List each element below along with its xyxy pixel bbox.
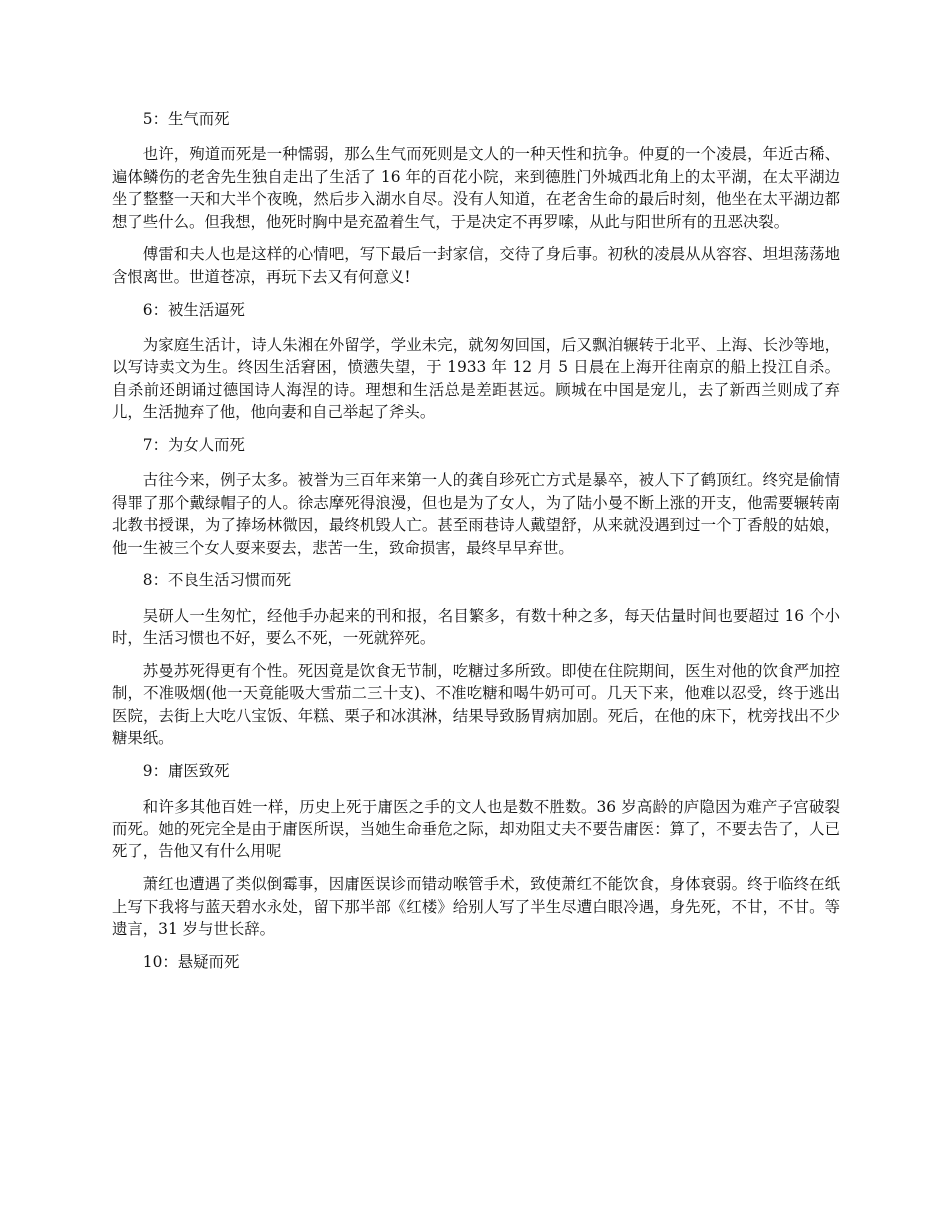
- section-heading-7: 7：为女人而死: [142, 436, 245, 455]
- paragraph-laoshe: 也许，殉道而死是一种懦弱，那么生气而死则是文人的一种天性和抗争。仲夏的一个凌晨，年近古稀、遍体鳞伤的老舍先生独自走出了生活了 16 年的百花小院，来到德胜门外城西北角上的太平湖，在太平湖边坐了整整一天和大半个夜晚，然后步入湖水自尽。没有人知道，在老舍生命的最后时刻，他坐在太平湖边都想了些什么。但我想，他死时胸中是充盈着生气，于是决定不再罗嗦，从此与阳世所有的丑恶决裂。: [112, 145, 840, 231]
- paragraph-xiaohong: 萧红也遭遇了类似倒霉事，因庸医误诊而错动喉管手术，致使萧红不能饮食，身体衰弱。终于临终在纸上写下我将与蓝天碧水永处，留下那半部《红楼》给别人写了半生尽遭白眼冷遇，身先死，不甘，不甘。等遗言，31 岁与世长辞。: [112, 875, 840, 938]
- section-heading-5: 5：生气而死: [142, 110, 230, 128]
- section-heading-9: 9：庸医致死: [142, 762, 230, 781]
- paragraph-gongzizhen: 古往今来，例子太多。被誉为三百年来第一人的龚自珍死亡方式是暴卒，被人下了鹤顶红。终究是偷情得罪了那个戴绿帽子的人。徐志摩死得浪漫，但也是为了女人，为了陆小曼不断上涨的开支，他需要辗转南北教书授课，为了捧场林微因，最终机毁人亡。甚至雨巷诗人戴望舒，从来就没遇到过一个丁香般的姑娘，他一生被三个女人耍来耍去，悲苦一生，致命损害，最终早早弃世。: [112, 471, 840, 557]
- paragraph-luyin: 和许多其他百姓一样，历史上死于庸医之手的文人也是数不胜数。36 岁高龄的庐隐因为难产子宫破裂而死。她的死完全是由于庸医所误，当她生命垂危之际，却劝阻丈夫不要告庸医：算了，不要去告了，人已死了，告他又有什么用呢: [112, 797, 840, 861]
- paragraph-wuyanren: 吴研人一生匆忙，经他手办起来的刊和报，名目繁多，有数十种之多，每天估量时间也要超过 16 个小时，生活习惯也不好，要么不死，一死就猝死。: [112, 606, 840, 648]
- section-heading-8: 8：不良生活习惯而死: [142, 571, 292, 590]
- paragraph-fulei: 傅雷和夫人也是这样的心情吧，写下最后一封家信，交待了身后事。初秋的凌晨从从容容、坦坦荡荡地含恨离世。世道苍凉，再玩下去又有何意义!: [112, 245, 840, 286]
- paragraph-zhuxiang: 为家庭生活计，诗人朱湘在外留学，学业未完，就匆匆回国，后又飘泊辗转于北平、上海、长沙等地，以写诗卖文为生。终因生活窘困，愤懑失望，于 1933 年 12 月 5 日晨在上海开往南京的船上投江自杀。自杀前还朗诵过德国诗人海涅的诗。理想和生活总是差距甚远。顾城在中国是宠儿，去了新西兰则成了弃儿，生活抛弃了他，他向妻和自己举起了斧头。: [112, 336, 840, 422]
- document-body: [112, 108, 840, 986]
- section-heading-10: 10：悬疑而死: [142, 952, 240, 971]
- section-heading-6: 6：被生活逼死: [142, 300, 245, 319]
- paragraph-sumansu: 苏曼苏死得更有个性。死因竟是饮食无节制，吃糖过多所致。即使在住院期间，医生对他的饮食严加控制，不准吸烟(他一天竟能吸大雪茄二三十支)、不准吃糖和喝牛奶可可。几天下来，他难以忍受，终于逃出医院，去街上大吃八宝饭、年糕、栗子和冰淇淋，结果导致肠胃病加剧。死后，在他的床下，枕旁找出不少糖果纸。: [112, 662, 840, 748]
